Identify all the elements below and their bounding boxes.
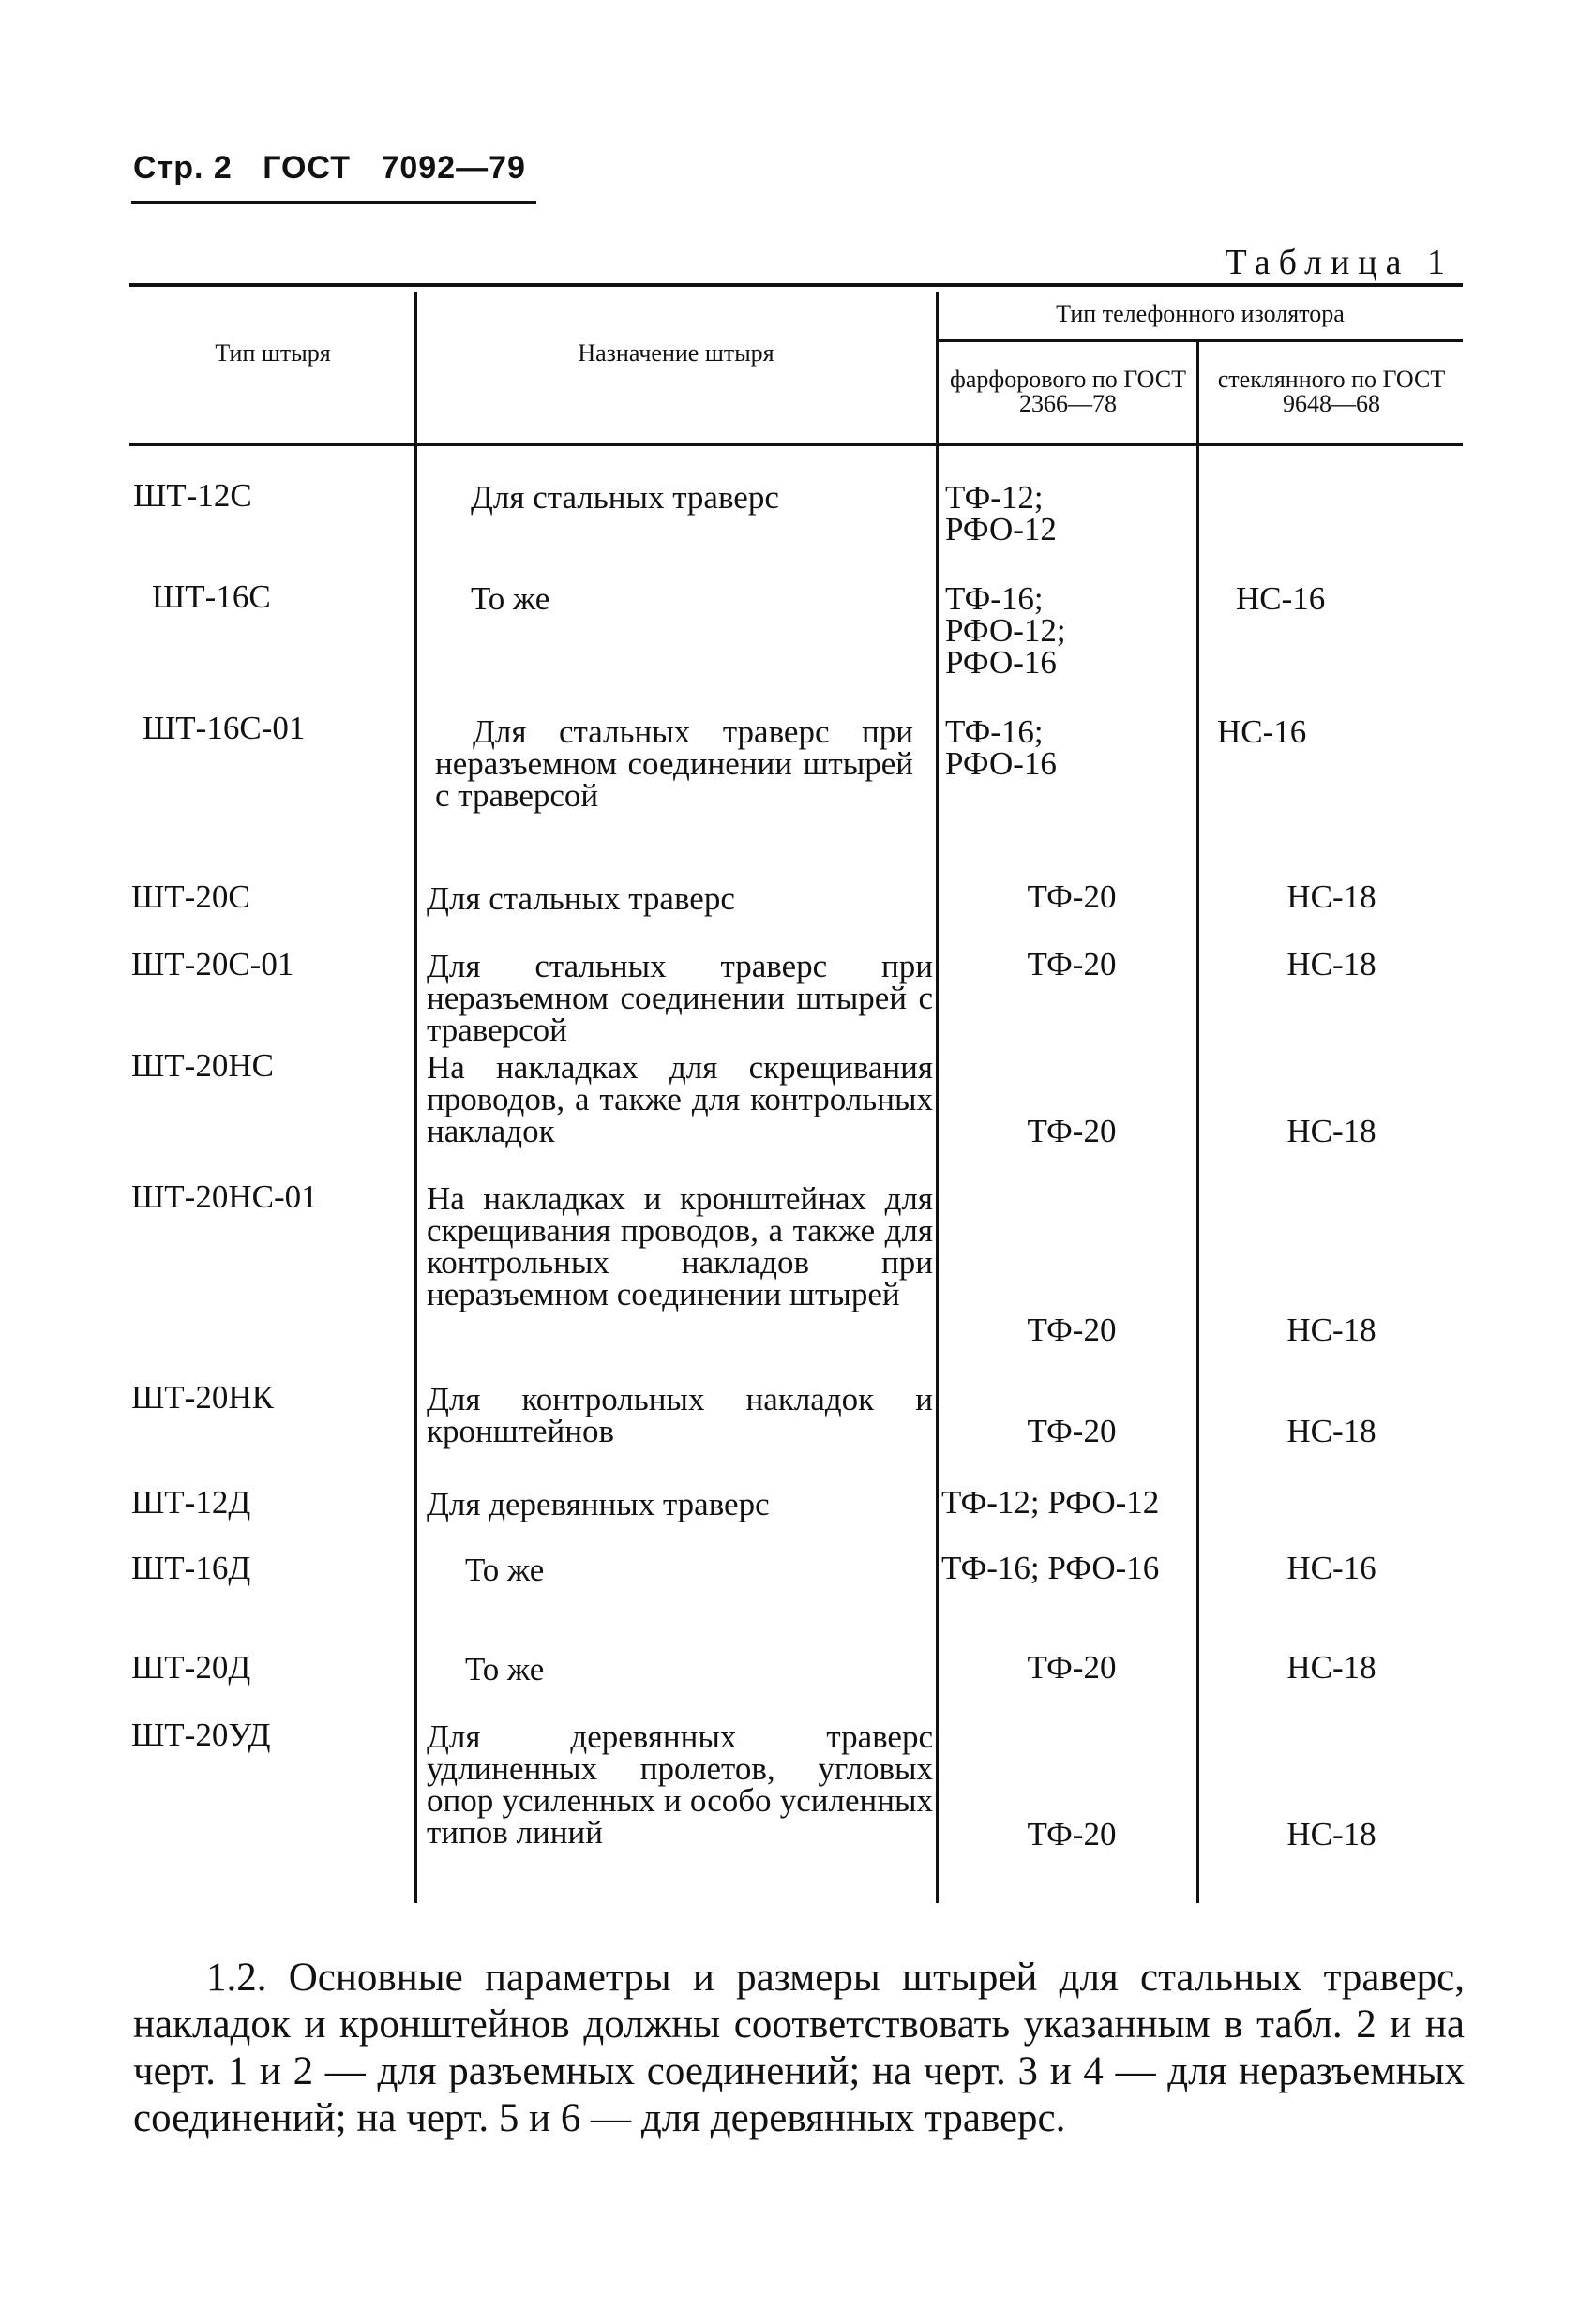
pin-type: ШТ-12Д [131,1484,251,1521]
standard-number: 7092—79 [381,150,526,186]
header-bottom-rule [129,443,1463,446]
porcelain-insulator: ТФ-12; РФО-12 [941,1484,1160,1521]
pin-type: ШТ-20НС-01 [131,1178,318,1215]
pin-purpose: Для деревянных траверс [427,1486,770,1522]
pin-type: ШТ-20Д [131,1649,251,1686]
glass-insulator: НС-18 [1286,878,1376,915]
pin-purpose: Для деревянных траверс удлиненных пролетов, угловых опор усиленных и особо усиленных типов линий [427,1718,933,1851]
pin-purpose: На накладках и кронштейнах для скрещивания проводов, а также для контрольных накладов при неразъемном соединении штырей [427,1180,933,1312]
glass-insulator: НС-16 [1217,713,1307,750]
pin-type: ШТ-16С [152,578,271,615]
pin-type: ШТ-20УД [131,1717,271,1753]
porcelain-insulator: ТФ-16; РФО-12; РФО-16 [945,580,1066,681]
porcelain-insulator: ТФ-20 [1027,1649,1117,1686]
header-glass: стеклянного по ГОСТ 9648—68 [1217,366,1446,417]
column-divider-1 [414,292,417,1903]
glass-insulator: НС-18 [1286,946,1376,982]
pin-purpose: То же [465,1552,545,1588]
page-header [133,150,547,187]
porcelain-insulator: ТФ-20 [1027,1113,1117,1149]
standard-label: ГОСТ [263,150,351,186]
porcelain-insulator: ТФ-20 [1027,946,1117,982]
pin-type: ШТ-20НС [131,1047,274,1084]
header-rule [131,201,536,204]
porcelain-insulator: ТФ-20 [1027,1816,1117,1852]
pin-purpose: То же [471,580,550,617]
header-insulator-group: Тип телефонного изолятора [1056,300,1345,327]
header-purpose: Назначение штыря [578,339,774,367]
pin-type: ШТ-16С-01 [143,710,306,746]
porcelain-insulator: ТФ-16; РФО-16 [941,1550,1160,1586]
glass-insulator: НС-18 [1286,1413,1376,1449]
pin-purpose: Для стальных траверс при неразъемном соединении штырей с траверсой [435,713,913,814]
section-paragraph: 1.2. Основные параметры и размеры штырей для стальных траверс, накладок и кронштейнов должны соответствовать указанным в табл. 2 и на черт. 1 и 2 — для разъемных соединений; на черт. 3 и 4 — для неразъемных соединений; на черт. 5 и 6 — для деревянных траверс. [133,1956,1465,2140]
pin-type: ШТ-20С [131,878,250,915]
pin-type: ШТ-12С [133,477,252,514]
header-type: Тип штыря [215,339,331,367]
pin-type: ШТ-16Д [131,1550,251,1586]
pin-type: ШТ-20С-01 [131,946,294,982]
glass-insulator: НС-18 [1286,1113,1376,1149]
table-top-rule [129,283,1463,287]
porcelain-insulator: ТФ-16; РФО-16 [945,713,1057,782]
insulator-group-rule [938,339,1463,342]
table-title: Таблица 1 [1225,243,1453,282]
porcelain-insulator: ТФ-20 [1027,1413,1117,1449]
pin-purpose: На накладках для скрещивания проводов, а также для контрольных накладок [427,1049,933,1149]
pin-purpose: Для контрольных накладок и кронштейнов [427,1381,933,1449]
porcelain-insulator: ТФ-20 [1027,878,1117,915]
pin-purpose: Для стальных траверс [471,479,779,516]
glass-insulator: НС-16 [1236,580,1326,617]
pin-purpose: Для стальных траверс [427,880,735,917]
pin-purpose: Для стальных траверс при неразъемном соединении штырей с траверсой [427,948,933,1048]
glass-insulator: НС-18 [1286,1312,1376,1348]
glass-insulator: НС-18 [1286,1649,1376,1686]
pin-type: ШТ-20НК [131,1379,274,1416]
page-number: Стр. 2 [133,150,233,186]
porcelain-insulator: ТФ-20 [1027,1312,1117,1348]
glass-insulator: НС-18 [1286,1816,1376,1852]
porcelain-insulator: ТФ-12; РФО-12 [945,479,1057,547]
pin-purpose: То же [465,1651,545,1687]
glass-insulator: НС-16 [1286,1550,1376,1586]
header-porcelain: фарфорового по ГОСТ 2366—78 [950,366,1186,417]
